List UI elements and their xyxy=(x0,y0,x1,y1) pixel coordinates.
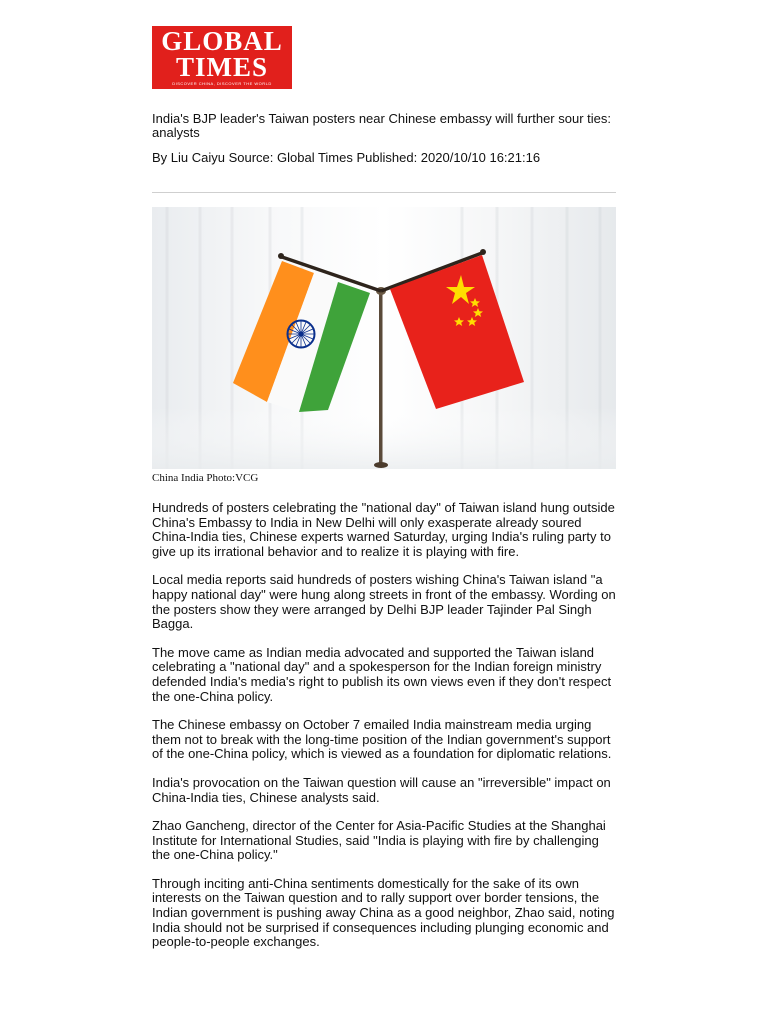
article-body xyxy=(152,501,620,964)
logo-wordmark-line1: GLOBAL xyxy=(161,26,283,56)
article-paragraph: The Chinese embassy on October 7 emailed India mainstream media urging them not to break with the long-time position of the Indian government's support of the one-China policy, which is viewed as a foundation for diplomatic relations. xyxy=(152,717,612,762)
article-photo xyxy=(152,207,616,469)
article-title: India's BJP leader's Taiwan posters near Chinese embassy will further sour ties: analysts xyxy=(152,111,611,140)
article-byline: By Liu Caiyu Source: Global Times Published: 2020/10/10 16:21:16 xyxy=(152,150,541,165)
article-paragraph: The move came as Indian media advocated and supported the Taiwan island celebrating a "national day" and a spokesperson for the Indian foreign ministry defended India's media's right to publish its own views even if they don't respect the one-China policy. xyxy=(152,644,612,704)
logo-tagline: DISCOVER CHINA, DISCOVER THE WORLD xyxy=(172,81,272,86)
article-paragraph: Hundreds of posters celebrating the "national day" of Taiwan island hung outside China's Embassy to India in New Delhi will only exasperate already soured China-India ties, Chinese experts warned Saturday, urging India's ruling party to give up its irrational behavior and to realize it is playing with fire. xyxy=(152,500,615,559)
article-paragraph: Zhao Gancheng, director of the Center for Asia-Pacific Studies at the Shanghai Institute for International Studies, said "India is playing with fire by challenging the one-China policy." xyxy=(152,818,606,863)
header-divider xyxy=(152,192,616,193)
article-paragraph: India's provocation on the Taiwan question will cause an "irreversible" impact on China-India ties, Chinese analysts said. xyxy=(152,774,611,805)
logo-wordmark-line2: TIMES xyxy=(175,52,269,82)
photo-caption: China India Photo:VCG xyxy=(152,472,259,484)
article-paragraph: Through inciting anti-China sentiments domestically for the sake of its own interests on the Taiwan question and to rally support over border tensions, the Indian government is pushing away China as a good neighbor, Zhao said, noting India should not be surprised if consequences including plunging economic and people-to-people exchanges. xyxy=(152,875,615,950)
article-paragraph: Local media reports said hundreds of posters wishing China's Taiwan island "a happy national day" were hung along streets in front of the embassy. Wording on the posters show they were arranged by Delhi BJP leader Tajinder Pal Singh Bagga. xyxy=(152,572,616,632)
global-times-logo[interactable] xyxy=(152,26,292,89)
